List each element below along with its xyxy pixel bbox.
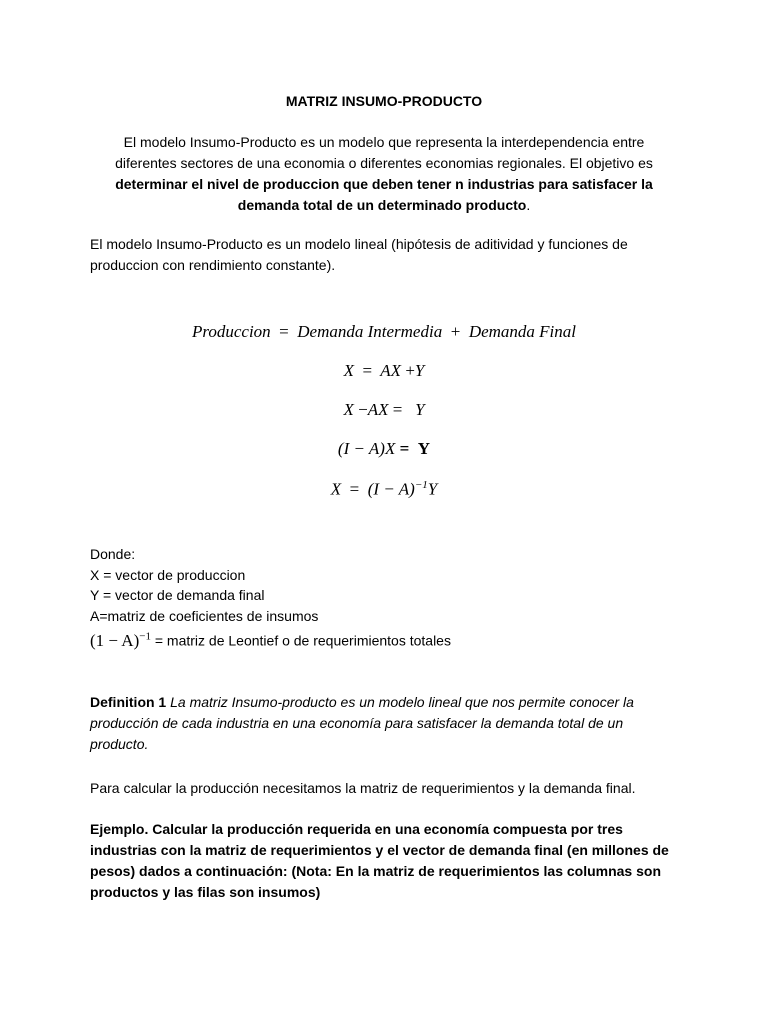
- eq3-y: Y: [415, 400, 425, 419]
- equation-1: [0, 322, 768, 342]
- linear-model-paragraph: El modelo Insumo-Producto es un modelo lineal (hipótesis de aditividad y funciones de produccion con rendimiento constante).: [90, 236, 628, 273]
- eq1-term2: Demanda Final: [468, 322, 576, 341]
- example-paragraph: Ejemplo. Calcular la producción requerida en una economía compuesta por tres industrias con la matriz de requerimientos y el vector de demanda final (en millones de pesos) dados a continuación: (Nota: En la matriz de requerimientos las columnas son productos y las filas son insumos): [90, 821, 669, 900]
- eq5-paren: (I − A): [367, 479, 415, 499]
- intro-text: El modelo Insumo-Producto es un modelo que representa la interdependencia entre diferentes sectores de una economia o diferentes economias regionales. El objetivo es: [115, 134, 653, 171]
- eq3-x: X: [343, 400, 354, 419]
- intro-end: .: [526, 197, 531, 213]
- equation-2: [0, 361, 768, 381]
- eq2-x: X: [343, 361, 354, 380]
- equation-4: [0, 439, 768, 459]
- eq2-ax: AX: [380, 361, 402, 380]
- eq5-x: X: [330, 479, 342, 499]
- eq2-equals: =: [362, 361, 373, 380]
- definition-text: La matriz Insumo-producto es un modelo lineal que nos permite conocer la producción de cada industria en una economía para satisfacer la demanda total de un producto.: [90, 694, 634, 752]
- donde-item-y: Y = vector de demanda final: [90, 587, 265, 603]
- intro-paragraph: [100, 132, 668, 216]
- eq3-ax: AX: [367, 400, 389, 419]
- eq1-term1: Demanda Intermedia: [297, 322, 443, 341]
- calc-paragraph: Para calcular la producción necesitamos la matriz de requerimientos y la demanda final.: [90, 780, 636, 796]
- eq5-equals: =: [349, 479, 360, 499]
- definition-label: Definition 1: [90, 694, 167, 710]
- eq5-y: Y: [427, 479, 438, 499]
- eq1-plus: +: [450, 322, 461, 341]
- donde-block: [90, 544, 680, 651]
- intro-bold-text: determinar el nivel de produccion que deben tener n industrias para satisfacer la demanda total de un determinado producto: [115, 176, 653, 213]
- equation-5: [0, 479, 768, 500]
- page-title: MATRIZ INSUMO-PRODUCTO: [285, 93, 483, 109]
- eq4-equals: =: [399, 439, 410, 458]
- eq1-equals: =: [279, 322, 289, 341]
- donde-heading: Donde:: [90, 546, 136, 562]
- donde-item-x: X = vector de produccion: [90, 566, 246, 583]
- leontief-exponent: −1: [139, 630, 151, 642]
- eq2-plus: +: [405, 361, 415, 380]
- leontief-math: [90, 631, 151, 650]
- eq3-equals: =: [392, 400, 403, 419]
- eq4-paren: (I − A)X: [337, 439, 396, 458]
- leontief-text: = matriz de Leontief o de requerimientos totales: [154, 632, 451, 649]
- definition-paragraph: [90, 692, 680, 755]
- eq2-y: Y: [414, 361, 425, 380]
- eq5-exponent: −1: [414, 479, 428, 491]
- donde-item-leontief: [90, 626, 680, 651]
- eq4-y: Y: [417, 439, 431, 458]
- leontief-paren: (1 − A): [90, 630, 140, 650]
- eq3-minus: −: [358, 400, 368, 419]
- equation-3: [0, 400, 768, 420]
- eq1-lhs: Produccion: [191, 322, 271, 341]
- donde-item-a: A=matriz de coeficientes de insumos: [90, 607, 319, 624]
